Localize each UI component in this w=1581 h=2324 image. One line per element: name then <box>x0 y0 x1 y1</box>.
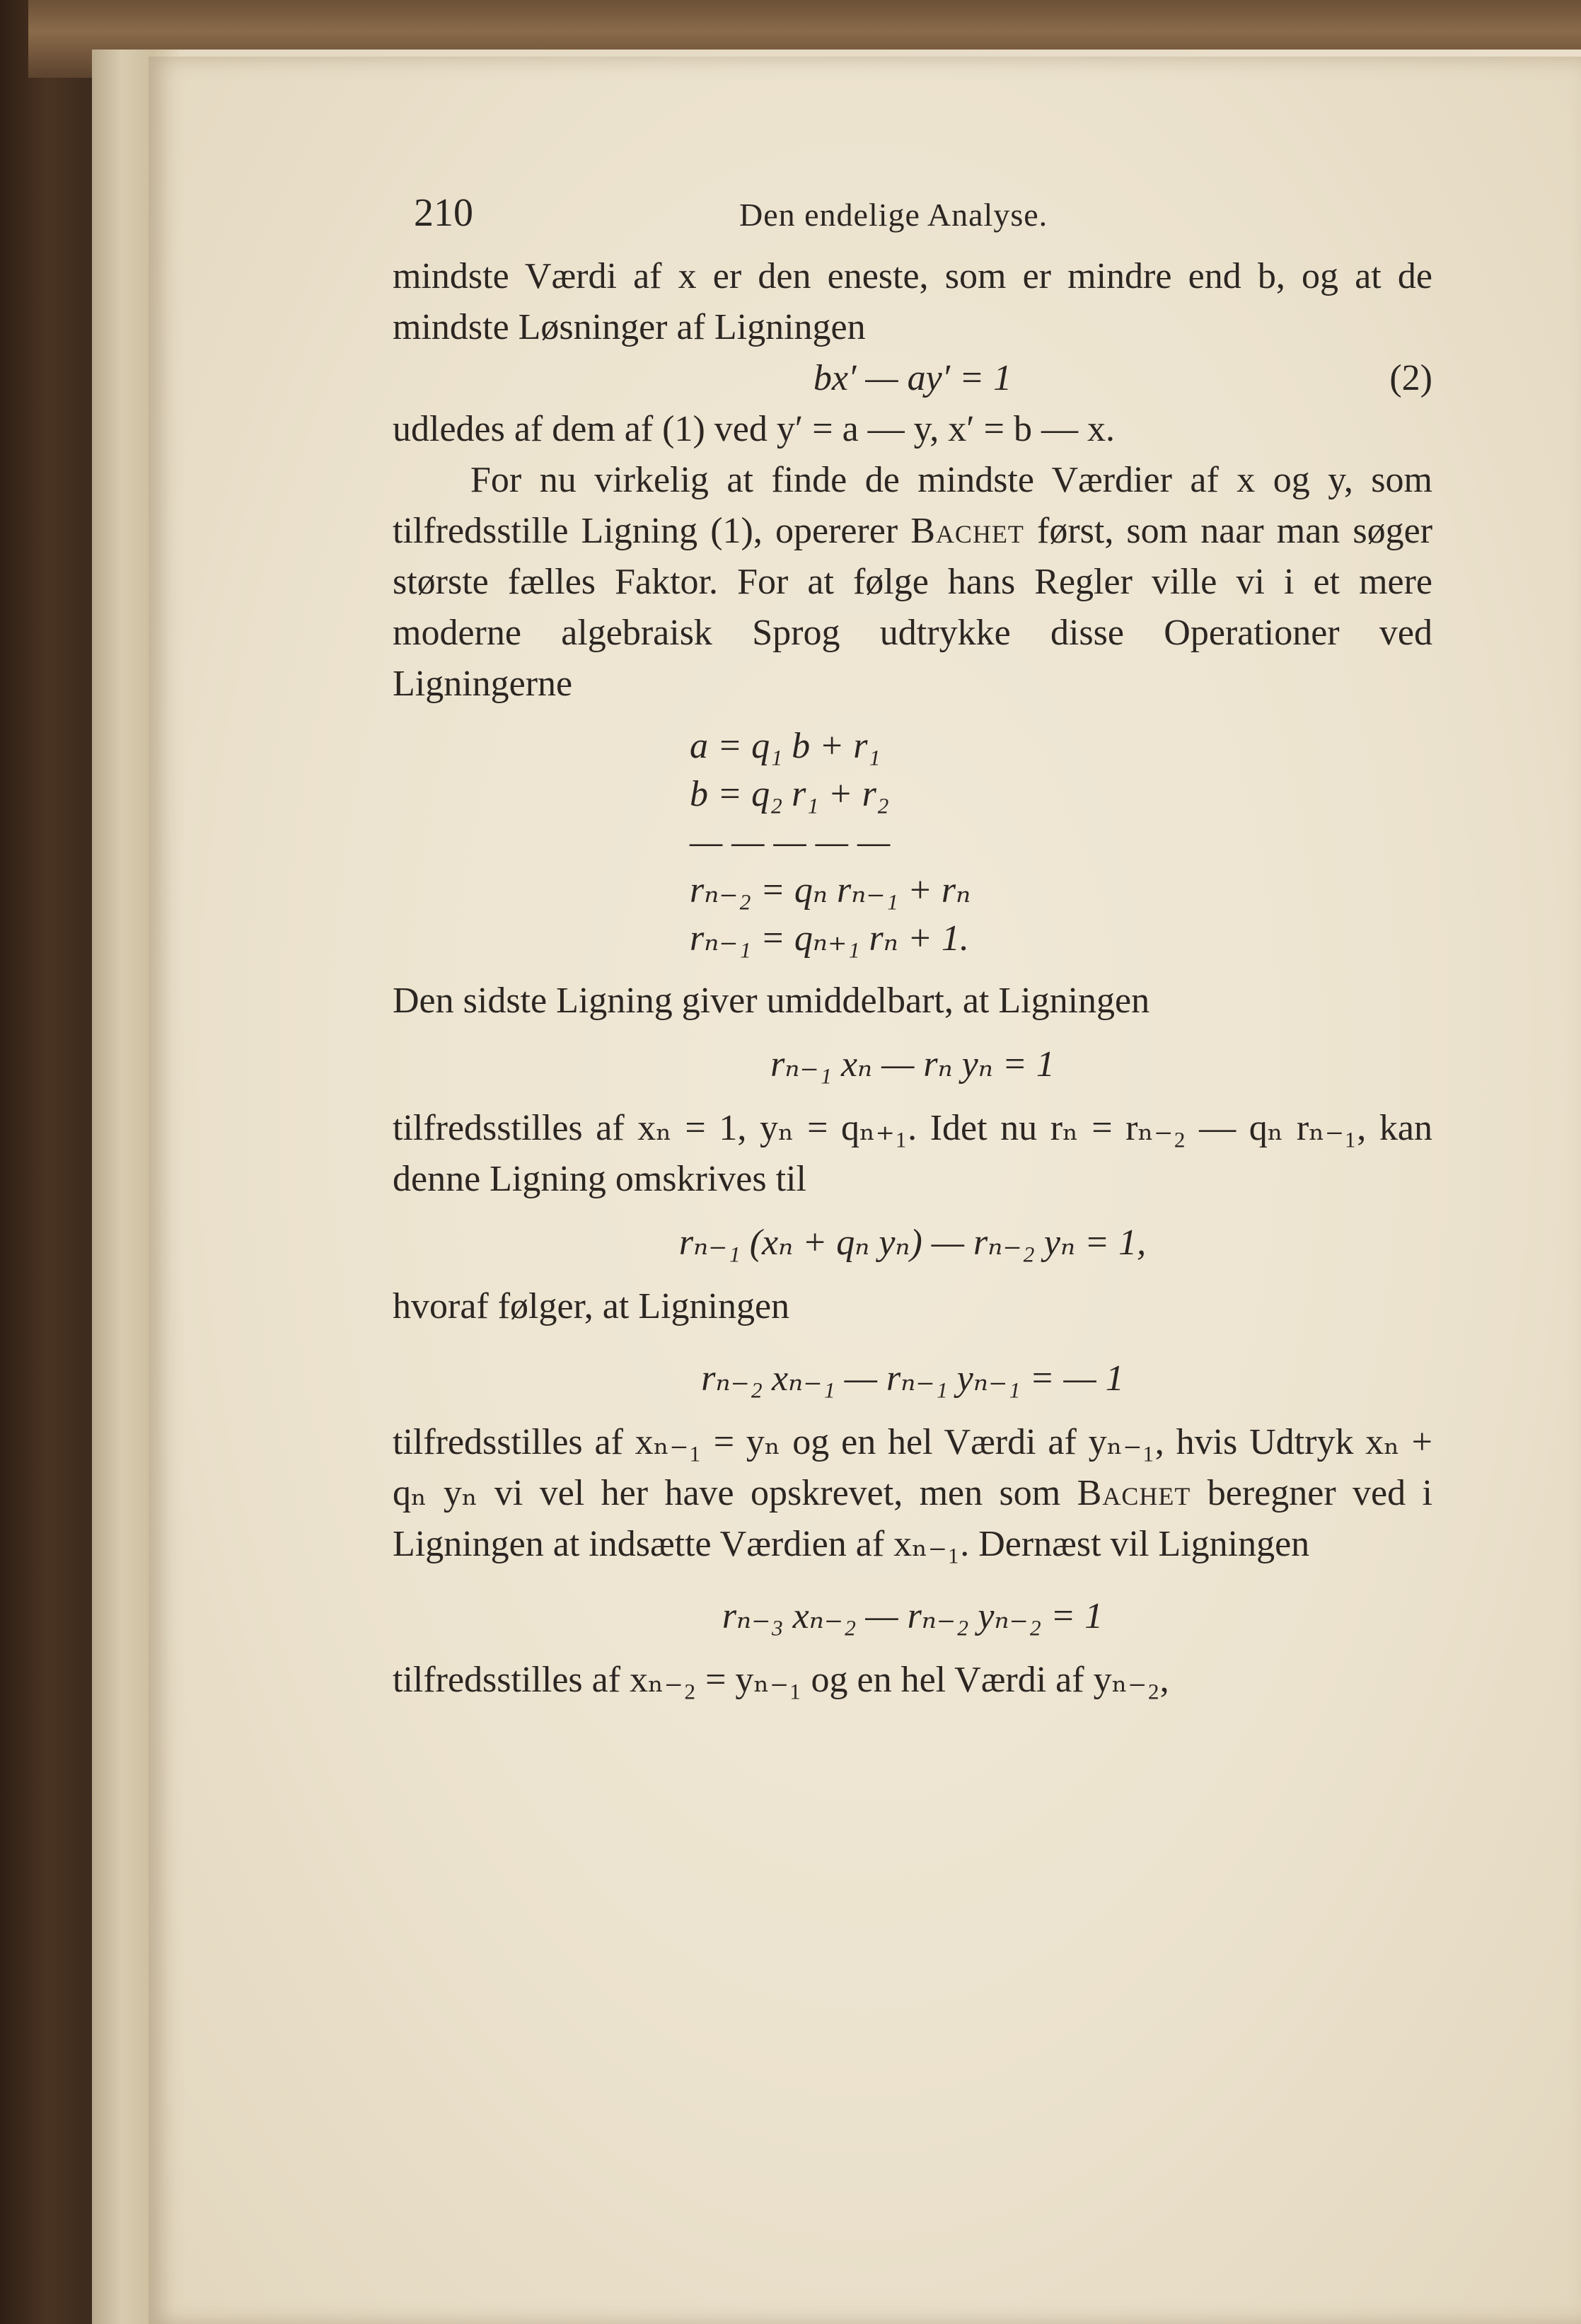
equation-number: (2) <box>1389 358 1432 398</box>
paragraph-7 <box>393 1417 1432 1570</box>
running-title: Den endelige Analyse. <box>739 197 1048 233</box>
page-header <box>414 187 1432 251</box>
equation-a: rₙ₋₁ xₙ — rₙ yₙ = 1 <box>770 1044 1055 1085</box>
equation-2-row <box>393 353 1432 404</box>
equation-system <box>690 722 1432 963</box>
paragraph-3-end: først, som naar man søger største fælles Faktor. For at følge hans Regler ville vi i et mere moderne algebraisk Sprog udtrykke disse Operationer ved Ligningerne <box>393 511 1433 704</box>
paragraph-2: udledes af dem af (1) ved y′ = a — y, x′ = b — x. <box>393 409 1115 449</box>
page-text <box>393 187 1432 1706</box>
system-line: a = q₁ b + r₁ <box>690 726 881 766</box>
page-number: 210 <box>414 191 473 235</box>
paragraph-6: hvoraf følger, at Ligningen <box>393 1286 790 1326</box>
paragraph-3-start: For nu virkelig at finde de mindste Værdier af x og y, som tilfredsstille Ligning (1), opererer <box>393 460 1432 551</box>
name-bachet: Bachet <box>910 511 1024 551</box>
paragraph-7-start: tilfredsstilles af xₙ₋₁ = yₙ og en hel Værdi af yₙ₋₁, hvis Udtryk xₙ + qₙ yₙ vi vel her have opskrevet, men som <box>393 1422 1432 1513</box>
paragraph-1: mindste Værdi af x er den eneste, som er mindre end b, og at de mindste Løsninger af Ligningen <box>393 256 1432 347</box>
equation-b: rₙ₋₁ (xₙ + qₙ yₙ) — rₙ₋₂ yₙ = 1, <box>678 1222 1147 1263</box>
paragraph-8: tilfredsstilles af xₙ₋₂ = yₙ₋₁ og en hel Værdi af yₙ₋₂, <box>393 1660 1169 1700</box>
system-line: — — — — — <box>690 822 891 862</box>
system-line: b = q₂ r₁ + r₂ <box>690 774 889 814</box>
equation-d: rₙ₋₃ xₙ₋₂ — rₙ₋₂ yₙ₋₂ = 1 <box>722 1596 1104 1636</box>
paragraph-5: tilfredsstilles af xₙ = 1, yₙ = qₙ₊₁. Idet nu rₙ = rₙ₋₂ — qₙ rₙ₋₁, kan denne Ligning omskrives til <box>393 1108 1432 1199</box>
name-bachet: Bachet <box>1077 1473 1191 1513</box>
paragraph-4: Den sidste Ligning giver umiddelbart, at Ligningen <box>393 981 1150 1021</box>
system-line: rₙ₋₁ = qₙ₊₁ rₙ + 1. <box>690 918 969 959</box>
equation-2: bx′ — ay′ = 1 <box>813 358 1012 398</box>
paragraph-3 <box>393 455 1432 710</box>
system-line: rₙ₋₂ = qₙ rₙ₋₁ + rₙ <box>690 870 971 910</box>
equation-c: rₙ₋₂ xₙ₋₁ — rₙ₋₁ yₙ₋₁ = — 1 <box>701 1358 1124 1399</box>
paragraph-7-end: beregner ved i Ligningen at indsætte Værdien af xₙ₋₁. Dernæst vil Ligningen <box>393 1473 1433 1564</box>
